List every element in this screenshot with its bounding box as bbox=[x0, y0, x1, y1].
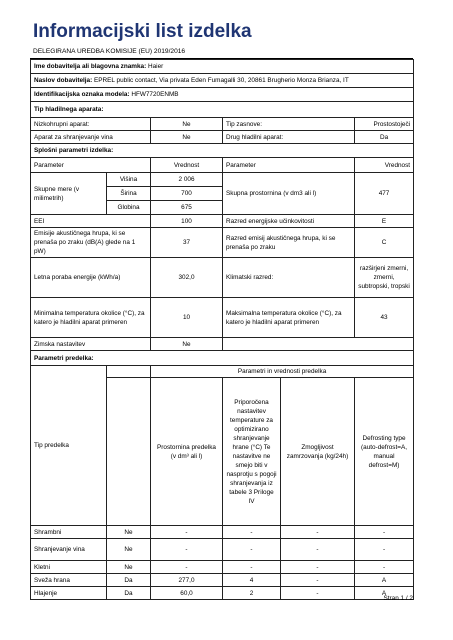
compartment-freeze: - bbox=[281, 539, 355, 561]
dimension-name: Višina bbox=[107, 173, 151, 187]
compartment-name: Kletni bbox=[31, 561, 107, 574]
supplier-address-label: Naslov dobavitelja: bbox=[34, 77, 93, 84]
table-row bbox=[31, 561, 414, 574]
energy-class-value: E bbox=[355, 215, 414, 228]
compartment-present: Ne bbox=[107, 561, 151, 574]
dimensions-label: Skupne mere (v milimetrih) bbox=[31, 173, 107, 215]
compartment-name: Shranjevanje vina bbox=[31, 539, 107, 561]
energy-class-label: Razred energijske učinkovitosti bbox=[223, 215, 355, 228]
compartment-freeze: - bbox=[281, 561, 355, 574]
col-recommended-temp: Priporočena nastavitev temperature za optimizirano shranjevanje hrane (°C) Te nastavitve ne smejo biti v nasprotju s pogoji shranjevanja iz tabele 3 Priloge IV bbox=[223, 378, 281, 526]
table-row bbox=[31, 587, 414, 600]
dimension-name: Globina bbox=[107, 201, 151, 215]
volume-label: Skupna prostornina (v dm3 ali l) bbox=[223, 173, 355, 215]
volume-value: 477 bbox=[355, 173, 414, 215]
compartment-temp: 4 bbox=[223, 574, 281, 587]
max-temp-label: Maksimalna temperatura okolice (°C), za katero je hladilni aparat primeren bbox=[223, 298, 355, 338]
noise-emission-label: Emisije akustičnega hrupa, ki se prenaša po zraku (dB(A) glede na 1 pW) bbox=[31, 228, 151, 258]
wine-storage-value: Ne bbox=[151, 131, 223, 144]
dimension-value: 700 bbox=[151, 187, 223, 201]
compartment-present: Ne bbox=[107, 539, 151, 561]
col-parameter-header-2: Parameter bbox=[223, 158, 355, 173]
climate-class-value: razširjeni zmerni, zmerni, subtropski, tropski bbox=[355, 258, 414, 298]
eei-value: 100 bbox=[151, 215, 223, 228]
compartment-volume: 60,0 bbox=[151, 587, 223, 600]
supplier-address-row bbox=[31, 74, 414, 88]
supplier-name-label: Ime dobavitelja ali blagovna znamka: bbox=[34, 63, 147, 70]
winter-setting-label: Zimska nastavitev bbox=[31, 338, 151, 351]
col-value-header-2: Vrednost bbox=[355, 158, 414, 173]
compartment-freeze: - bbox=[281, 526, 355, 539]
max-temp-value: 43 bbox=[355, 298, 414, 338]
col-compartment-volume: Prostornina predelka (v dm³ ali l) bbox=[151, 378, 223, 526]
col-compartment-type: Tip predelka bbox=[31, 366, 107, 526]
noise-class-value: C bbox=[355, 228, 414, 258]
compartment-present: Ne bbox=[107, 526, 151, 539]
col-freezing-capacity: Zmogljivost zamrzovanja (kg/24h) bbox=[281, 378, 355, 526]
winter-setting-value: Ne bbox=[151, 338, 223, 351]
climate-class-label: Klimatski razred: bbox=[223, 258, 355, 298]
product-sheet bbox=[30, 20, 413, 600]
dimension-value: 2 006 bbox=[151, 173, 223, 187]
compartment-volume: - bbox=[151, 539, 223, 561]
page-number: Stran 1 / 2 bbox=[383, 595, 413, 602]
model-id-label: Identifikacijska oznaka modela: bbox=[34, 91, 130, 98]
compartment-defrost: - bbox=[355, 539, 414, 561]
compartment-volume: - bbox=[151, 526, 223, 539]
noise-class-label: Razred emisij akustičnega hrupa, ki se prenaša po zraku bbox=[223, 228, 355, 258]
table-row bbox=[31, 526, 414, 539]
compartment-name: Shrambni bbox=[31, 526, 107, 539]
appliance-type-heading: Tip hladilnega aparata: bbox=[31, 102, 414, 118]
compartment-present: Da bbox=[107, 574, 151, 587]
dimension-name: Širina bbox=[107, 187, 151, 201]
design-type-value: Prostostoječi bbox=[355, 118, 414, 131]
empty-cell bbox=[107, 366, 151, 378]
col-parameter-header: Parameter bbox=[31, 158, 151, 173]
empty-cell bbox=[223, 338, 414, 351]
compartment-defrost: A bbox=[355, 587, 414, 600]
compartments-heading: Parametri predelka: bbox=[31, 351, 414, 366]
compartment-defrost: - bbox=[355, 526, 414, 539]
compartment-temp: 2 bbox=[223, 587, 281, 600]
compartment-name: Hlajenje bbox=[31, 587, 107, 600]
compartment-name: Sveža hrana bbox=[31, 574, 107, 587]
compartment-freeze: - bbox=[281, 587, 355, 600]
annual-energy-value: 302,0 bbox=[151, 258, 223, 298]
noise-emission-value: 37 bbox=[151, 228, 223, 258]
other-appliance-label: Drug hladilni aparat: bbox=[223, 131, 355, 144]
compartment-temp: - bbox=[223, 526, 281, 539]
supplier-name-value: Haier bbox=[148, 63, 164, 70]
compartment-present: Da bbox=[107, 587, 151, 600]
supplier-name-row bbox=[31, 60, 414, 74]
regulation-line: DELEGIRANA UREDBA KOMISIJE (EU) 2019/2016 bbox=[30, 44, 413, 59]
compartment-temp: - bbox=[223, 539, 281, 561]
table-row bbox=[31, 539, 414, 561]
compartment-defrost: A bbox=[355, 574, 414, 587]
model-id-row bbox=[31, 88, 414, 102]
annual-energy-label: Letna poraba energije (kWh/a) bbox=[31, 258, 151, 298]
info-table bbox=[30, 59, 414, 600]
table-row bbox=[31, 574, 414, 587]
page-title: Informacijski list izdelka bbox=[33, 21, 252, 42]
compartment-volume: - bbox=[151, 561, 223, 574]
low-noise-label: Nizkohrupni aparat: bbox=[31, 118, 151, 131]
compartment-temp: - bbox=[223, 561, 281, 574]
empty-cell bbox=[107, 378, 151, 526]
wine-storage-label: Aparat za shranjevanje vina bbox=[31, 131, 151, 144]
low-noise-value: Ne bbox=[151, 118, 223, 131]
compartment-defrost: - bbox=[355, 561, 414, 574]
dimension-value: 675 bbox=[151, 201, 223, 215]
general-heading: Splošni parametri izdelka: bbox=[31, 144, 414, 158]
supplier-address-value: EPREL public contact, Via privata Eden Fumagalli 30, 20861 Brugherio Monza Brianza, IT bbox=[94, 77, 349, 84]
col-defrost-type: Defrosting type (auto-defrost=A, manual defrost=M) bbox=[355, 378, 414, 526]
min-temp-label: Minimalna temperatura okolice (°C), za katero je hladilni aparat primeren bbox=[31, 298, 151, 338]
compartment-freeze: - bbox=[281, 574, 355, 587]
min-temp-value: 10 bbox=[151, 298, 223, 338]
eei-label: EEI bbox=[31, 215, 151, 228]
compartment-volume: 277,0 bbox=[151, 574, 223, 587]
design-type-label: Tip zasnove: bbox=[223, 118, 355, 131]
model-id-value: HFW7720ENMB bbox=[131, 91, 179, 98]
other-appliance-value: Da bbox=[355, 131, 414, 144]
col-value-header: Vrednost bbox=[151, 158, 223, 173]
compartment-group-header: Parametri in vrednosti predelka bbox=[151, 366, 414, 378]
